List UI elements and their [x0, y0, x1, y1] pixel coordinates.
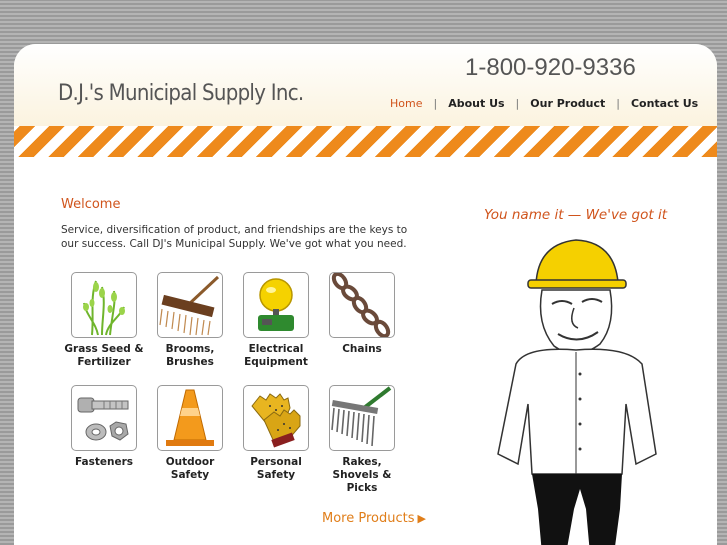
nav-home[interactable]: Home — [390, 97, 423, 110]
product-label: Personal Safety — [250, 456, 302, 481]
product-grass-seed[interactable] — [61, 272, 147, 369]
more-products-label: More Products — [322, 511, 415, 526]
product-label: Rakes, Shovels & Picks — [332, 456, 392, 494]
page-container — [14, 44, 717, 545]
bolt-nut-icon — [71, 385, 137, 451]
gloves-icon — [243, 385, 309, 451]
nav-separator: | — [616, 97, 620, 110]
product-electrical[interactable] — [233, 272, 319, 369]
product-personal-safety[interactable] — [233, 385, 319, 482]
product-label: Outdoor Safety — [165, 456, 215, 481]
welcome-heading: Welcome — [61, 197, 121, 212]
rake-icon — [329, 385, 395, 451]
broom-icon — [157, 272, 223, 338]
construction-worker-illustration — [476, 234, 686, 545]
hazard-stripe-banner — [14, 126, 717, 157]
product-rakes[interactable] — [319, 385, 405, 495]
phone-number: 1-800-920-9336 — [465, 54, 636, 81]
nav-our-product[interactable]: Our Product — [530, 97, 606, 110]
tagline: You name it — We've got it — [484, 207, 667, 223]
grass-icon — [71, 272, 137, 338]
intro-text: Service, diversification of product, and friendships are the keys to our success. Call DJ's Municipal Supply. We've got what you need. — [61, 224, 408, 250]
product-label: Brooms, Brushes — [165, 343, 215, 368]
product-label: Chains — [342, 343, 382, 355]
product-label: Grass Seed & Fertilizer — [64, 343, 144, 368]
product-brooms[interactable] — [147, 272, 233, 369]
nav-contact-us[interactable]: Contact Us — [630, 97, 699, 110]
product-outdoor-safety[interactable] — [147, 385, 233, 482]
site-title[interactable]: D.J.'s Municipal Supply Inc. — [58, 81, 304, 106]
nav-about-us[interactable]: About Us — [448, 97, 505, 110]
main-nav — [390, 97, 698, 110]
play-arrow-icon: ▶ — [417, 512, 426, 525]
product-fasteners[interactable] — [61, 385, 147, 469]
nav-separator: | — [433, 97, 438, 110]
traffic-cone-icon — [157, 385, 223, 451]
more-products-link[interactable] — [322, 511, 426, 526]
nav-separator: | — [515, 97, 520, 110]
product-label: Fasteners — [74, 456, 134, 468]
header — [14, 44, 717, 126]
warning-light-icon — [243, 272, 309, 338]
product-chains[interactable] — [319, 272, 405, 356]
product-label: Electrical Equipment — [244, 343, 308, 368]
chain-icon — [329, 272, 395, 338]
